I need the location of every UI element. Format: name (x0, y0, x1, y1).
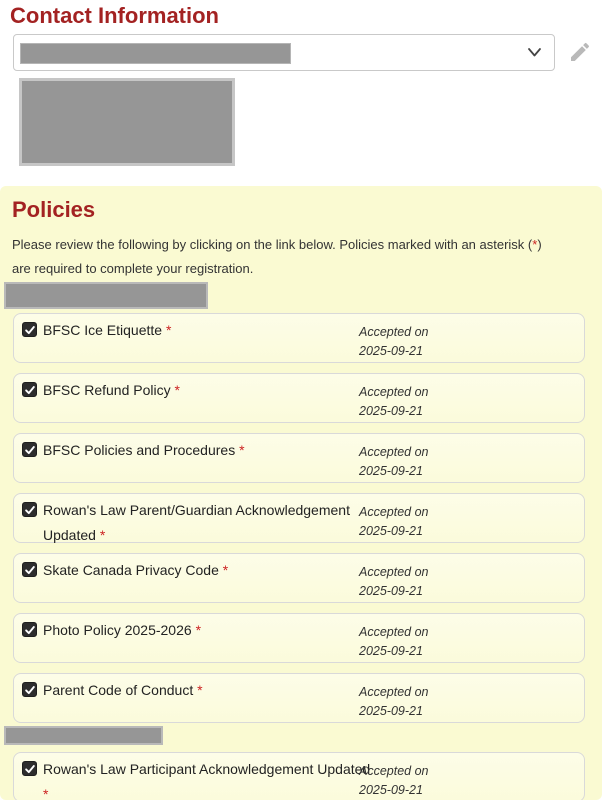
redacted-group-label-2 (4, 726, 163, 745)
policy-group-2 (0, 752, 602, 800)
redacted-group-label-1 (4, 282, 208, 309)
redacted-contact-details (19, 78, 235, 166)
intro-text-line2: are required to complete your registration. (12, 261, 254, 276)
accepted-on-label: Accepted on (359, 565, 429, 579)
chevron-down-icon (528, 48, 541, 57)
policy-link[interactable]: BFSC Ice Etiquette (43, 322, 163, 338)
accepted-status (359, 383, 429, 421)
policy-checkbox[interactable] (22, 322, 37, 337)
accepted-on-label: Accepted on (359, 764, 429, 778)
required-asterisk: * (197, 682, 203, 698)
policy-row (13, 373, 585, 423)
policy-checkbox[interactable] (22, 382, 37, 397)
checkmark-icon (24, 763, 36, 775)
accepted-status (359, 503, 429, 541)
intro-asterisk: * (532, 237, 538, 252)
edit-pencil-icon[interactable] (568, 40, 592, 64)
accepted-on-label: Accepted on (359, 505, 429, 519)
policies-intro (12, 233, 597, 281)
policy-label (43, 318, 171, 343)
required-asterisk: * (174, 382, 180, 398)
policy-label (43, 498, 373, 548)
intro-text-line1: Please review the following by clicking on the link below. Policies marked with an asterisk ( (12, 237, 533, 252)
policy-label (43, 438, 245, 463)
policy-link[interactable]: Photo Policy 2025-2026 (43, 622, 192, 638)
accepted-status (359, 443, 429, 481)
accepted-date: 2025-09-21 (359, 524, 423, 538)
accepted-status (359, 762, 429, 800)
policy-link[interactable]: Rowan's Law Participant Acknowledgement Updated (43, 761, 371, 777)
required-asterisk: * (99, 527, 106, 543)
accepted-on-label: Accepted on (359, 625, 429, 639)
policy-link[interactable]: Parent Code of Conduct (43, 682, 194, 698)
policy-checkbox[interactable] (22, 622, 37, 637)
policy-label (43, 618, 201, 643)
policy-checkbox[interactable] (22, 502, 37, 517)
contact-information-heading: Contact Information (10, 3, 219, 28)
policy-row (13, 493, 585, 543)
policy-row (13, 752, 585, 800)
required-asterisk: * (43, 786, 49, 800)
required-asterisk: * (222, 562, 229, 578)
policy-checkbox[interactable] (22, 442, 37, 457)
policy-row (13, 673, 585, 723)
accepted-status (359, 623, 429, 661)
accepted-on-label: Accepted on (359, 325, 429, 339)
policy-label (43, 757, 373, 800)
policy-link[interactable]: Skate Canada Privacy Code (43, 562, 219, 578)
checkmark-icon (24, 324, 36, 336)
accepted-on-label: Accepted on (359, 445, 429, 459)
policy-row (13, 613, 585, 663)
policy-link[interactable]: BFSC Policies and Procedures (43, 442, 236, 458)
checkmark-icon (24, 684, 36, 696)
policy-link[interactable]: BFSC Refund Policy (43, 382, 171, 398)
checkmark-icon (24, 504, 36, 516)
policy-group-1 (0, 313, 602, 723)
required-asterisk: * (239, 442, 245, 458)
policy-row (13, 433, 585, 483)
policy-checkbox[interactable] (22, 682, 37, 697)
policy-label (43, 558, 228, 583)
accepted-status (359, 683, 429, 721)
contact-select[interactable] (13, 34, 555, 71)
policy-row (13, 313, 585, 363)
intro-text-line1-end: ) (537, 237, 542, 252)
policy-checkbox[interactable] (22, 562, 37, 577)
accepted-date: 2025-09-21 (359, 404, 423, 418)
accepted-status (359, 563, 429, 601)
required-asterisk: * (165, 322, 172, 338)
policy-row (13, 553, 585, 603)
accepted-date: 2025-09-21 (359, 344, 423, 358)
policies-panel (0, 186, 602, 800)
accepted-date: 2025-09-21 (359, 704, 423, 718)
accepted-on-label: Accepted on (359, 385, 429, 399)
checkmark-icon (24, 624, 36, 636)
accepted-date: 2025-09-21 (359, 584, 423, 598)
redacted-select-value (20, 43, 291, 64)
accepted-status (359, 323, 429, 361)
checkmark-icon (24, 444, 36, 456)
policy-label (43, 678, 203, 703)
required-asterisk: * (195, 622, 202, 638)
policy-checkbox[interactable] (22, 761, 37, 776)
checkmark-icon (24, 564, 36, 576)
accepted-on-label: Accepted on (359, 685, 429, 699)
accepted-date: 2025-09-21 (359, 783, 423, 797)
accepted-date: 2025-09-21 (359, 644, 423, 658)
accepted-date: 2025-09-21 (359, 464, 423, 478)
policy-list (0, 313, 602, 800)
checkmark-icon (24, 384, 36, 396)
policy-link[interactable]: Rowan's Law Parent/Guardian Acknowledgement Updated (43, 502, 350, 543)
policy-label (43, 378, 180, 403)
policies-heading: Policies (12, 197, 96, 222)
